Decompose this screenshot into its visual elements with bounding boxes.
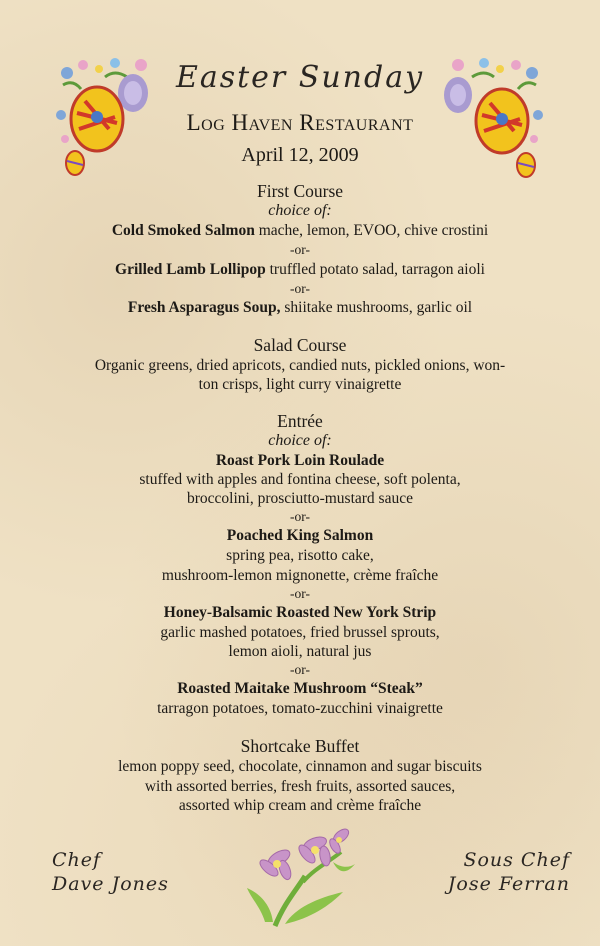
first-course-item bbox=[40, 298, 560, 317]
dessert-line: assorted whip cream and crème fraîche bbox=[178, 797, 422, 814]
or-separator: -or- bbox=[290, 281, 310, 296]
salad-course-heading: Salad Course bbox=[253, 335, 347, 355]
or-separator: -or- bbox=[290, 242, 310, 257]
entree-item-name bbox=[40, 603, 560, 622]
entree-item-line: broccolini, prosciutto-mustard sauce bbox=[187, 490, 413, 507]
salad-course-line: Organic greens, dried apricots, candied nuts, pickled onions, won- bbox=[94, 357, 506, 374]
dessert-line: lemon poppy seed, chocolate, cinnamon and sugar biscuits bbox=[118, 758, 482, 775]
entree-heading: Entrée bbox=[277, 411, 323, 431]
entree-item-name bbox=[40, 451, 560, 470]
item-name: Cold Smoked Salmon bbox=[111, 222, 255, 239]
first-course-item bbox=[40, 221, 560, 240]
chef-name: Dave Jones bbox=[52, 873, 169, 895]
item-name: Poached King Salmon bbox=[226, 527, 374, 544]
entree-choice: choice of: bbox=[268, 432, 332, 449]
first-course-choice: choice of: bbox=[268, 202, 332, 219]
salad-course-line: ton crisps, light curry vinaigrette bbox=[198, 376, 402, 393]
chef-title: Chef bbox=[52, 849, 102, 871]
or-separator: -or- bbox=[290, 586, 310, 601]
entree-item-line: spring pea, risotto cake, bbox=[226, 547, 374, 564]
item-name: Fresh Asparagus Soup, bbox=[127, 299, 281, 316]
sous-chef-signature bbox=[400, 848, 570, 896]
entree-item-line: lemon aioli, natural jus bbox=[228, 643, 372, 660]
entree-item-name bbox=[40, 526, 560, 545]
item-name: Roast Pork Loin Roulade bbox=[215, 452, 385, 469]
menu-date: April 12, 2009 bbox=[241, 144, 359, 166]
entree-item-line: mushroom-lemon mignonette, crème fraîche bbox=[161, 567, 439, 584]
entree-item-line: garlic mashed potatoes, fried brussel sprouts, bbox=[160, 624, 440, 641]
item-name: Honey-Balsamic Roasted New York Strip bbox=[163, 604, 437, 621]
restaurant-name: Log Haven Restaurant bbox=[186, 110, 414, 135]
menu-title: Easter Sunday bbox=[175, 60, 425, 95]
item-desc: mache, lemon, EVOO, chive crostini bbox=[254, 222, 489, 239]
chef-signature bbox=[52, 848, 212, 896]
entree-item-line: stuffed with apples and fontina cheese, soft polenta, bbox=[139, 471, 461, 488]
item-name: Grilled Lamb Lollipop bbox=[115, 261, 266, 278]
dessert-heading: Shortcake Buffet bbox=[240, 736, 360, 756]
sous-chef-name: Jose Ferran bbox=[447, 873, 570, 895]
or-separator: -or- bbox=[290, 509, 310, 524]
first-course-heading: First Course bbox=[256, 181, 344, 201]
item-name: Roasted Maitake Mushroom “Steak” bbox=[177, 680, 423, 697]
item-desc: shiitake mushrooms, garlic oil bbox=[280, 299, 473, 316]
dessert-line: with assorted berries, fresh fruits, assorted sauces, bbox=[144, 778, 456, 795]
item-desc: truffled potato salad, tarragon aioli bbox=[265, 261, 485, 278]
entree-item-line: tarragon potatoes, tomato-zucchini vinaigrette bbox=[157, 700, 443, 717]
sous-chef-title: Sous Chef bbox=[463, 849, 570, 871]
first-course-item bbox=[40, 260, 560, 279]
entree-item-name bbox=[40, 679, 560, 698]
orchid-flower-illustration bbox=[245, 822, 360, 930]
or-separator: -or- bbox=[290, 662, 310, 677]
